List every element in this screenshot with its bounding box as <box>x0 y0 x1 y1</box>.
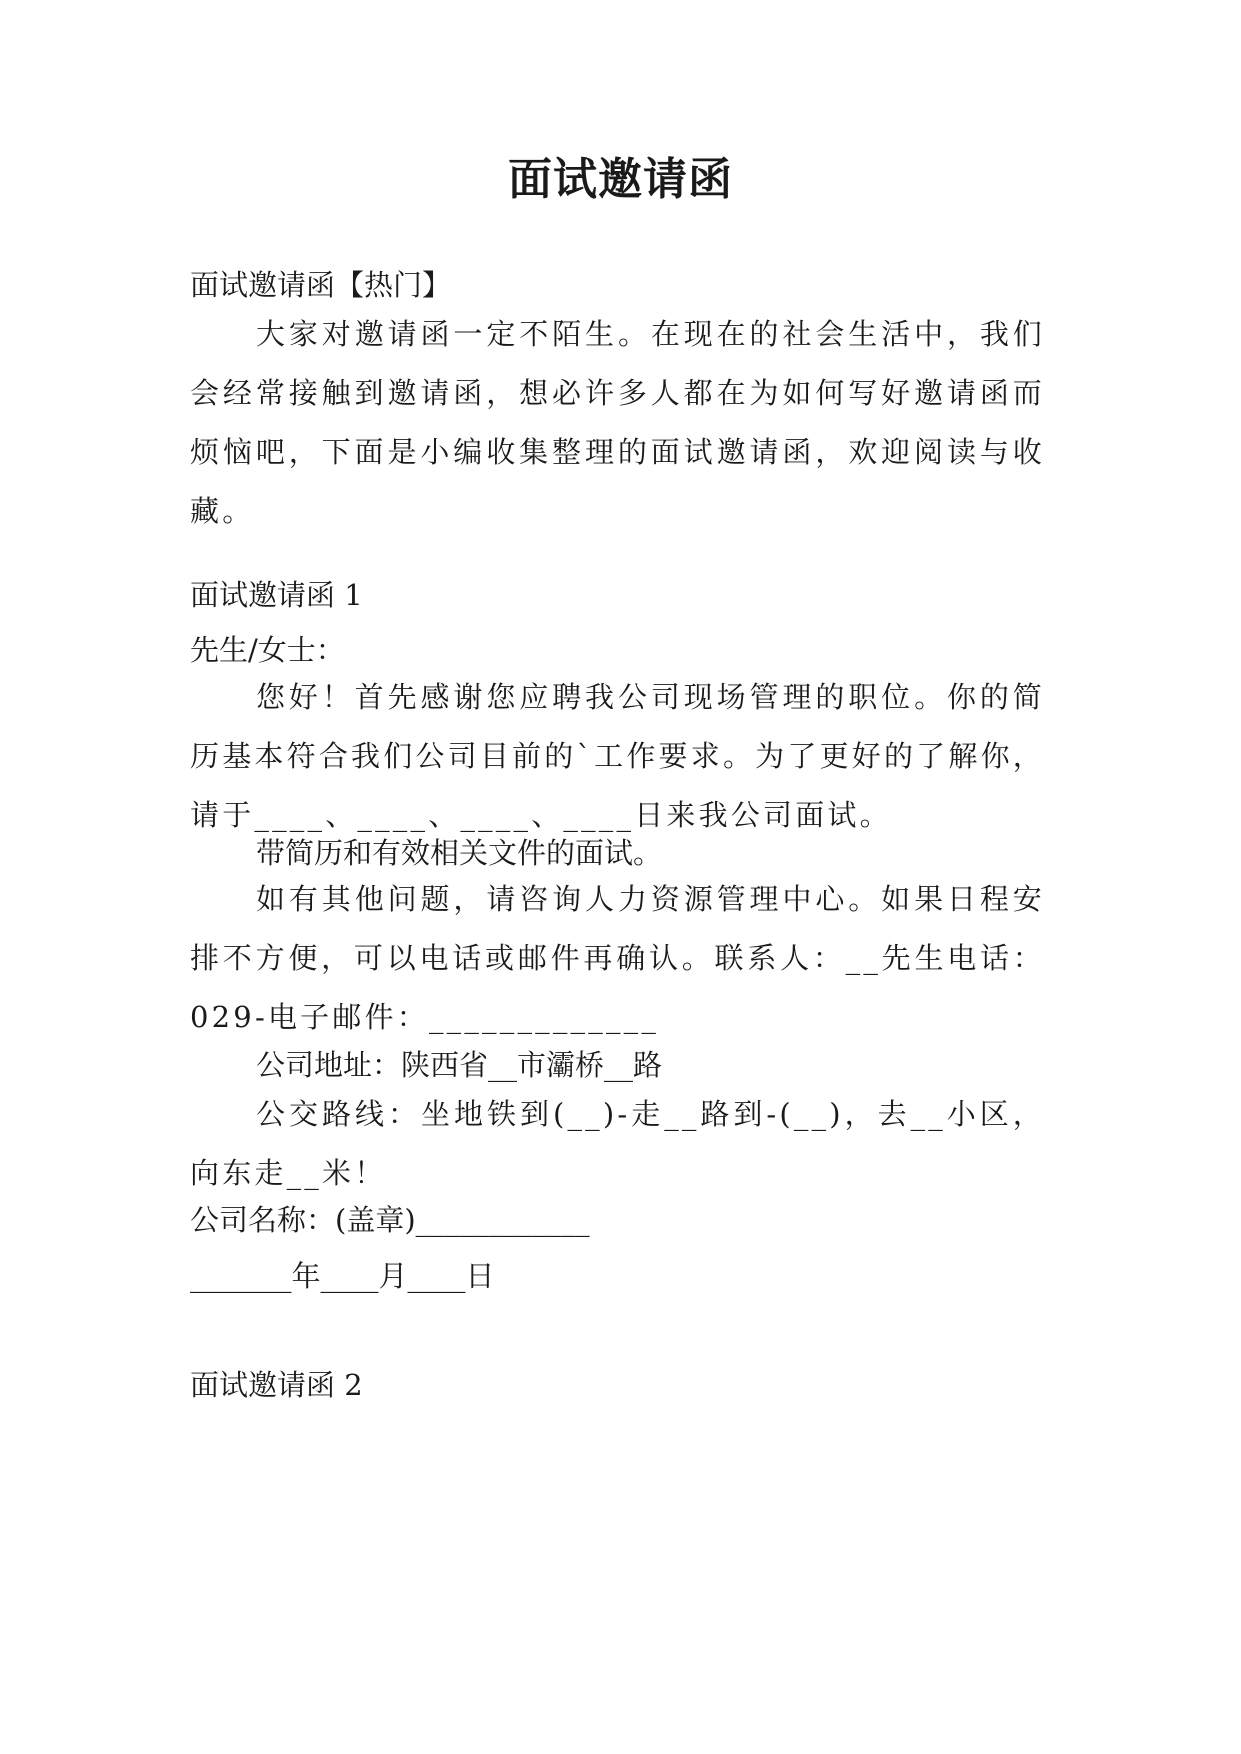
letter1-salutation: 先生/女士： <box>190 633 345 667</box>
letter1-paragraph-documents: 带简历和有效相关文件的面试。 <box>256 836 663 870</box>
document-title: 面试邀请函 <box>508 154 733 205</box>
letter1-paragraph-greeting: 您好！首先感谢您应聘我公司现场管理的职位。你的简历基本符合我们公司目前的`工作要求。为了更好的了解你，请于____、____、____、____日来我公司面试。 <box>190 680 1045 832</box>
letter1-address: 公司地址：陕西省__市灞桥__路 <box>256 1048 663 1082</box>
letter1-heading: 面试邀请函 1 <box>190 578 363 612</box>
letter1-date: _______年____月____日 <box>190 1259 495 1293</box>
letter1-paragraph-contact: 如有其他问题，请咨询人力资源管理中心。如果日程安排不方便，可以电话或邮件再确认。联系人：__先生电话：029-电子邮件：_____________ <box>190 882 1045 1034</box>
letter1-company-name: 公司名称：(盖章)____________ <box>190 1203 590 1237</box>
intro-paragraph: 大家对邀请函一定不陌生。在现在的社会生活中，我们会经常接触到邀请函，想必许多人都在为如何写好邀请函而烦恼吧，下面是小编收集整理的面试邀请函，欢迎阅读与收藏。 <box>190 317 1045 528</box>
document-subtitle: 面试邀请函【热门】 <box>190 268 452 302</box>
letter1-route: 公交路线：坐地铁到(__)-走__路到-(__)，去__小区，向东走__米！ <box>190 1097 1045 1190</box>
letter2-heading: 面试邀请函 2 <box>190 1368 363 1402</box>
